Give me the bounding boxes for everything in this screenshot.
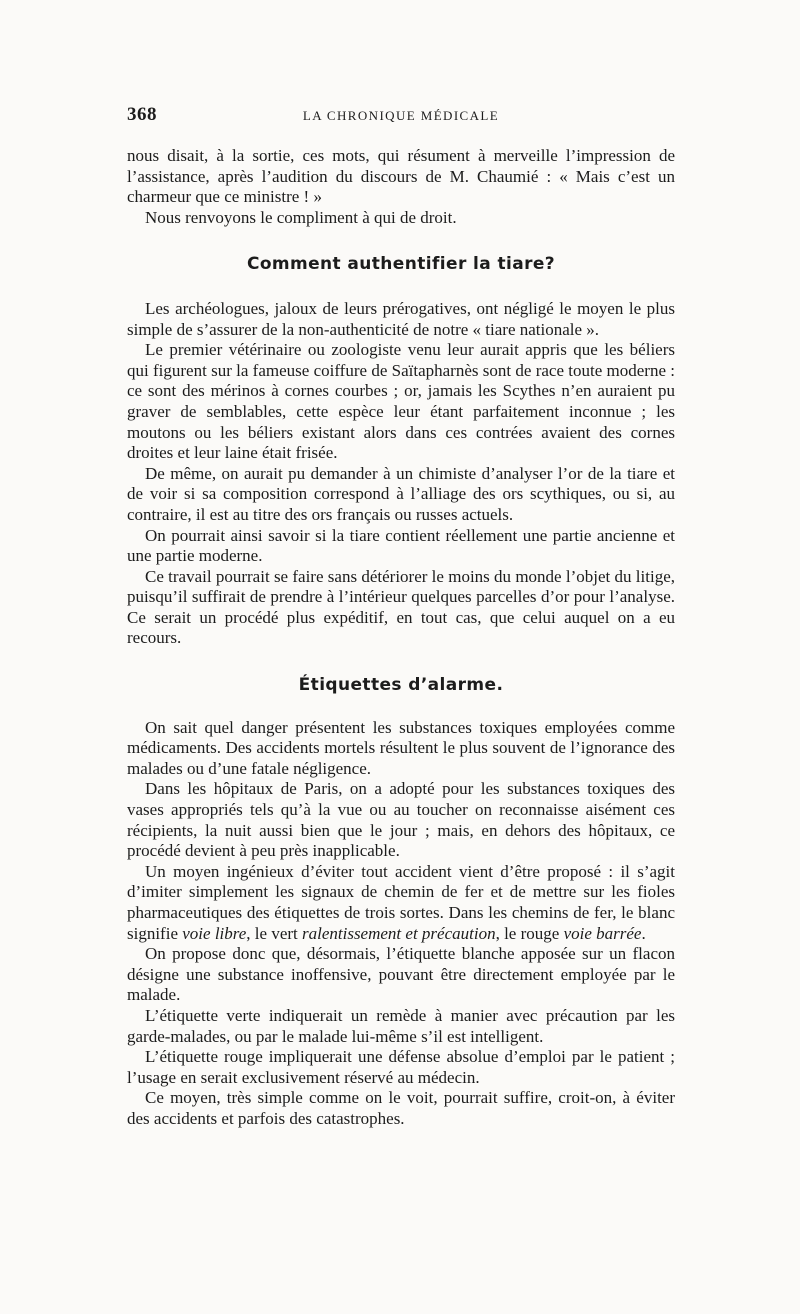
text-run: , le rouge (495, 923, 564, 943)
tiare-paragraph: Ce travail pourrait se faire sans détériorer le moins du monde l’objet du litige, puisqu’il suffirait de prendre à l’intérieur quelques parcelles d’or pour l’analyse. Ce serait un procédé plus expéditif, en tout cas, que celui auquel on a eu recours. (127, 566, 675, 648)
section-heading-tiare: Comment authentifier la tiare? (246, 254, 556, 275)
text-run: Un moyen ingénieux d’éviter tout accident vient d’être proposé : il s’agit d’imiter simplement les signaux de chemin de fer et de mettre sur les fioles pharmaceutiques des étiquettes de trois sortes. Dans les chemins de fer, le blanc signifie (127, 861, 675, 943)
italic-ralentissement: ralentissement et précaution (302, 923, 496, 943)
etiquettes-paragraph: On sait quel danger présentent les substances toxiques employées comme médicaments. Des accidents mortels résultent le plus souvent de l’ignorance des malades ou d’une fatale négligence. (127, 717, 675, 778)
etiquettes-paragraph: L’étiquette rouge impliquerait une défense absolue d’emploi par le patient ; l’usage en serait exclusivement réservé au médecin. (127, 1047, 675, 1087)
etiquettes-paragraph: On propose donc que, désormais, l’étiquette blanche apposée sur un flacon désigne une substance inoffensive, pouvant être directement employée par le malade. (127, 944, 675, 1005)
section-heading-etiquettes: Étiquettes d’alarme. (298, 675, 504, 696)
etiquettes-paragraph-signals (127, 862, 675, 944)
tiare-paragraph: On pourrait ainsi savoir si la tiare contient réellement une partie ancienne et une partie moderne. (127, 525, 675, 566)
page-number: 368 (127, 104, 157, 125)
article-body (127, 146, 675, 1130)
text-run: . (641, 923, 646, 943)
tiare-paragraph: Le premier vétérinaire ou zoologiste venu leur aurait appris que les béliers qui figurent sur la fameuse coiffure de Saïtapharnès sont de race toute moderne : ce sont des mérinos à cornes courbes ; or, jamais les Scythes n’en auraient pu graver de semblables, cette espèce leur étant parfaitement inconnue ; les moutons ou les béliers existant alors dans ces contrées avaient des cornes droites et leur laine était frisée. (127, 340, 675, 463)
page-header (127, 104, 675, 128)
italic-voie-libre: voie libre (182, 923, 247, 943)
etiquettes-paragraph: Dans les hôpitaux de Paris, on a adopté pour les substances toxiques des vases appropriés tels qu’à la vue ou au toucher on reconnaisse aisément ces récipients, la nuit aussi bien que le jour ; mais, en dehors des hôpitaux, ce procédé devient à peu près inapplicable. (127, 779, 675, 861)
text-run: , le vert (246, 923, 302, 943)
etiquettes-paragraph: Ce moyen, très simple comme on le voit, pourrait suffire, croit-on, à éviter des accidents et parfois des catastrophes. (127, 1088, 675, 1128)
tiare-paragraph: Les archéologues, jaloux de leurs prérogatives, ont négligé le moyen le plus simple de s’assurer de la non-authenticité de notre « tiare nationale ». (127, 298, 675, 339)
intro-paragraph: nous disait, à la sortie, ces mots, qui résument à merveille l’impression de l’assistance, après l’audition du discours de M. Chaumié : « Mais c’est un charmeur que ce ministre ! » (127, 146, 675, 207)
etiquettes-paragraph: L’étiquette verte indiquerait un remède à manier avec précaution par les garde-malades, ou par le malade lui-même s’il est intelligent. (127, 1005, 675, 1046)
italic-voie-barree: voie barrée (563, 923, 642, 943)
tiare-paragraph: De même, on aurait pu demander à un chimiste d’analyser l’or de la tiare et de voir si sa composition correspond à l’alliage des ors scythiques, ou si, au contraire, il est au titre des ors français ou russes actuels. (127, 463, 675, 524)
running-title: LA CHRONIQUE MÉDICALE (302, 108, 500, 123)
intro-paragraph: Nous renvoyons le compliment à qui de droit. (145, 207, 457, 227)
